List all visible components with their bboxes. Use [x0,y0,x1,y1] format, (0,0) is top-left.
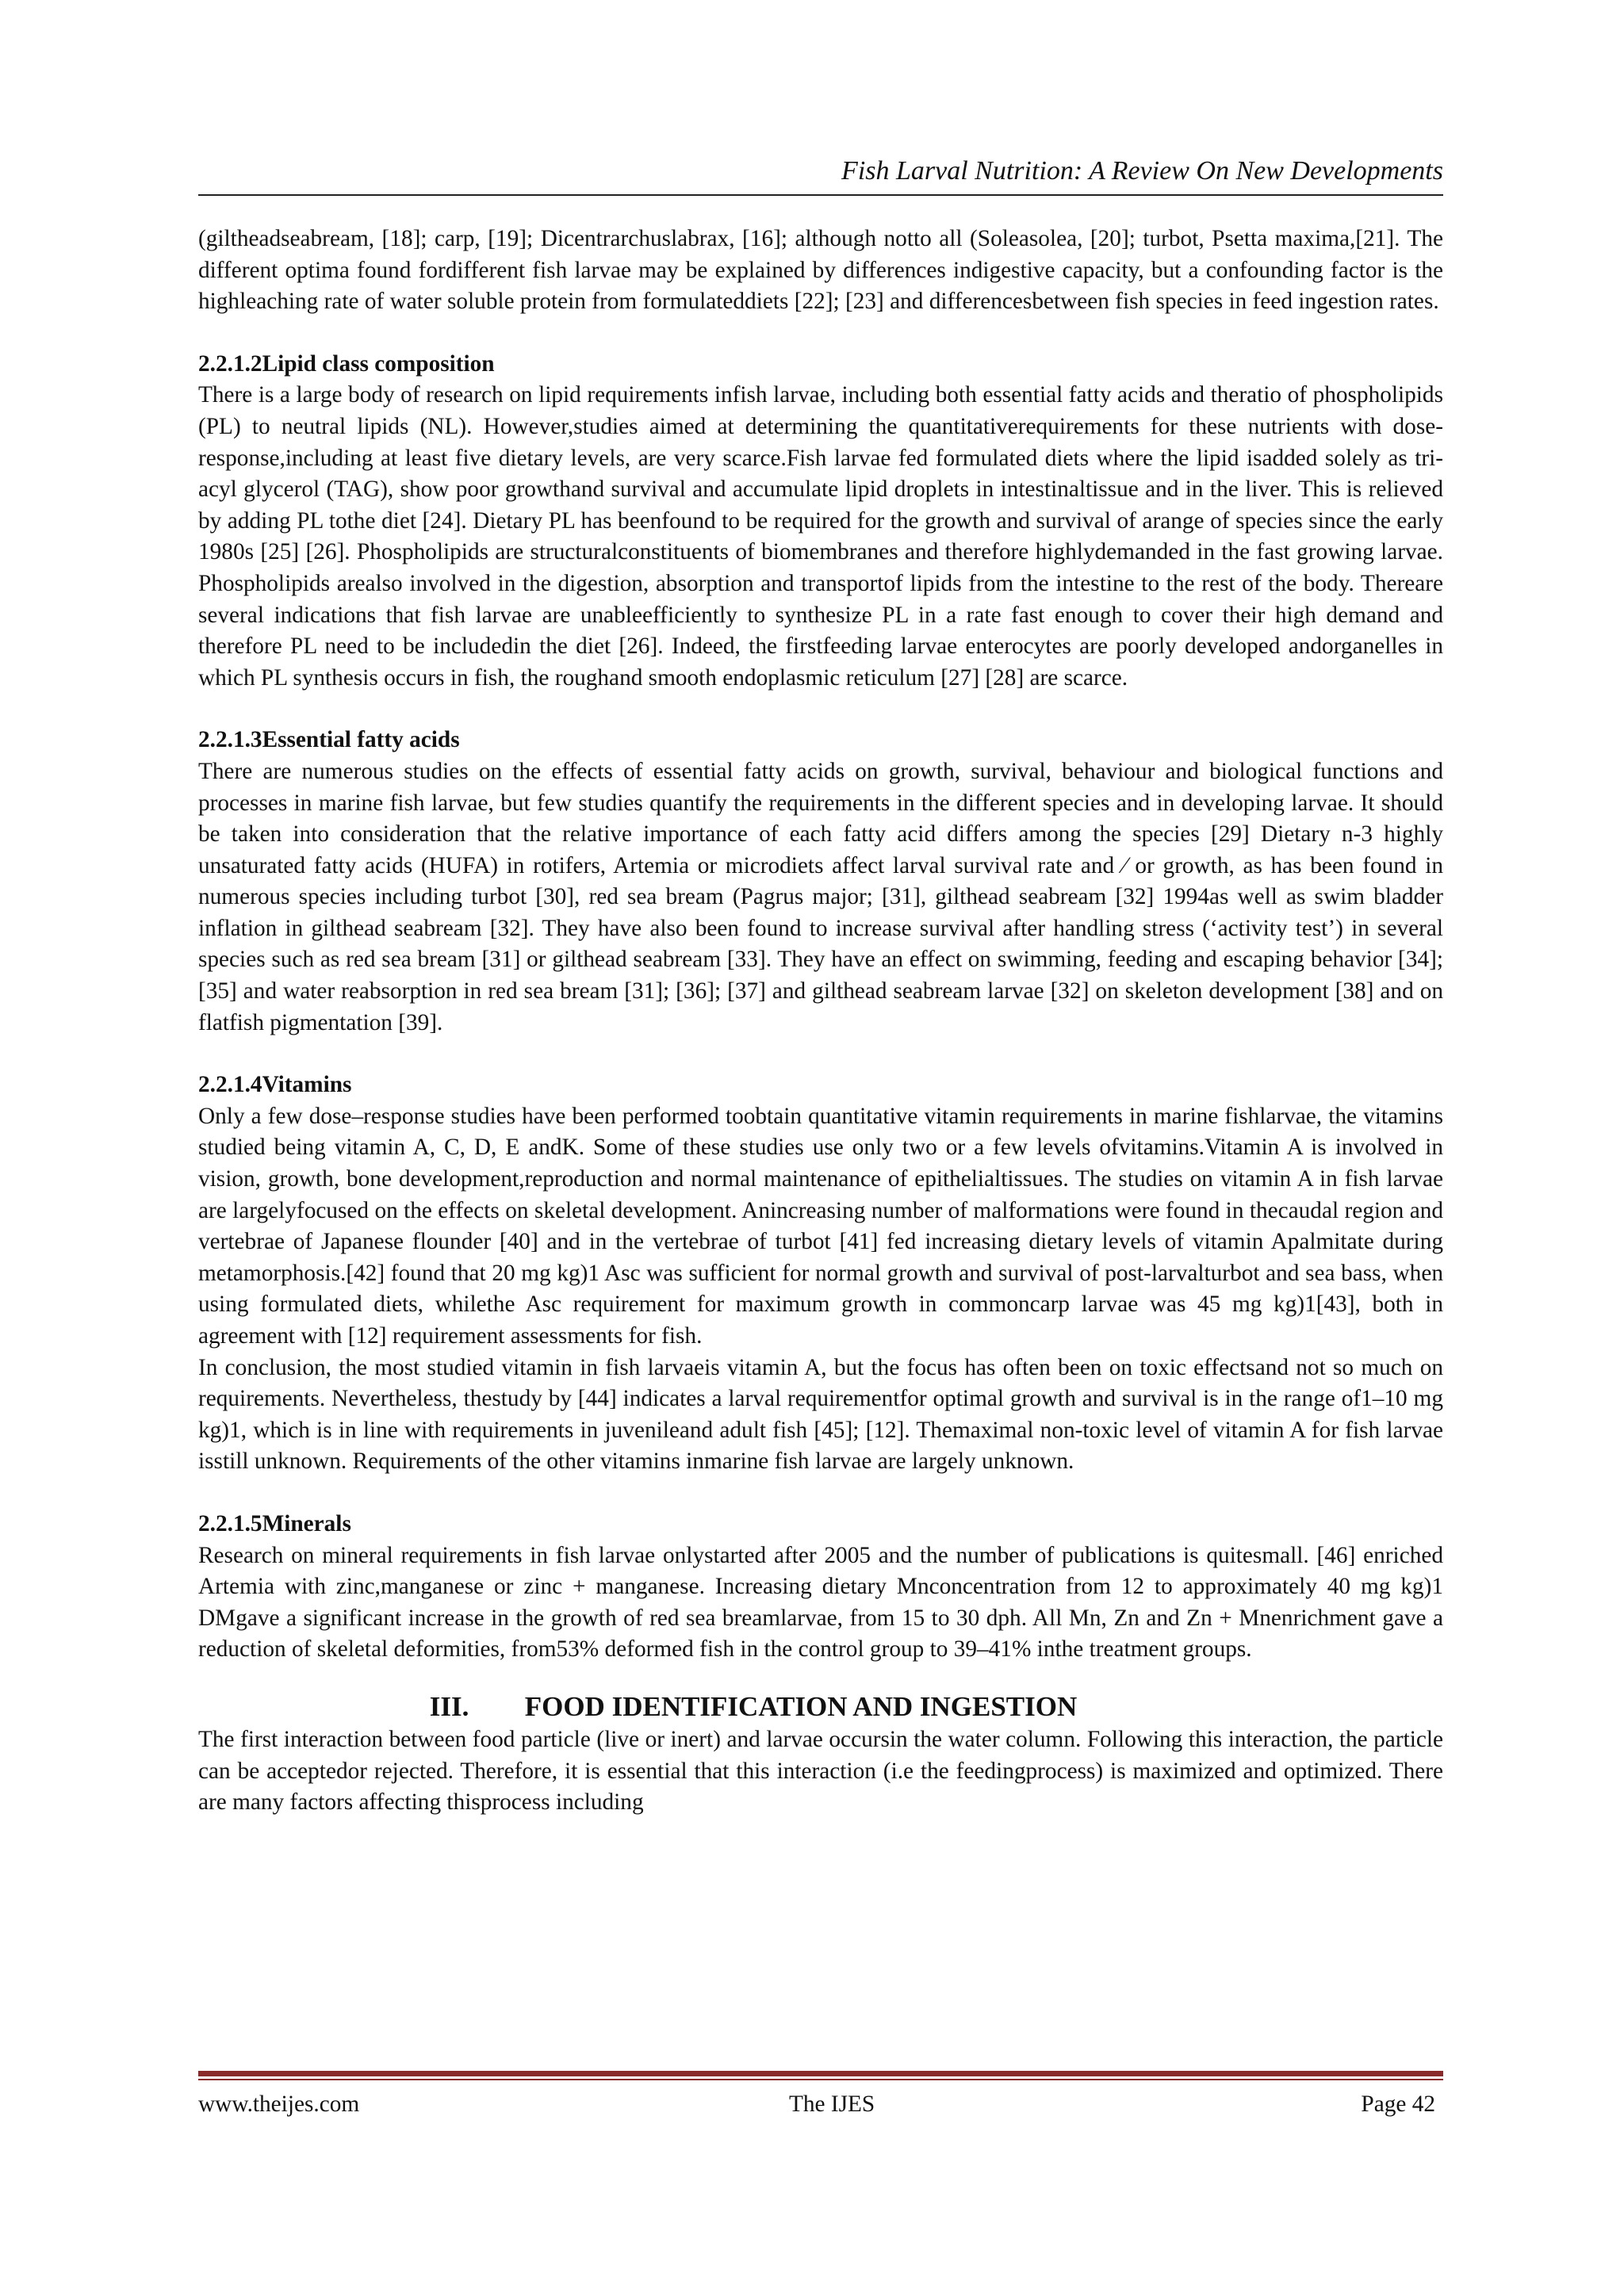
header-divider [198,194,1443,196]
section-number: III. [429,1690,469,1722]
paragraph-vitamins-conclusion: In conclusion, the most studied vitamin in fish larvaeis vitamin A, but the focus has often been on toxic effectsand not so much on requirements. Nevertheless, thestudy by [44] indicates a larval requirementfor optimal growth and survival is in the range of1–10 mg kg)1, which is in line with requirements in juvenileand adult fish [45]; [12]. Themaximal non-toxic level of vitamin A for fish larvae isstill unknown. Requirements of the other vitamins inmarine fish larvae are largely unknown. [198,1354,1443,1475]
intro-paragraph: (giltheadseabream, [18]; carp, [19]; Dicentrarchuslabrax, [16]; although notto all (Soleasolea, [20]; turbot, Psetta maxima,[21]. The different optima found fordifferent fish larvae may be explained by differences indigestive capacity, but a confounding factor is the highleaching rate of water soluble protein from formulateddiets [22]; [23] and differencesbetween fish species in feed ingestion rates. [198,226,1443,315]
section-title [198,1689,1443,1724]
footer-divider-thick [198,2071,1443,2076]
paragraph-food-identification: The first interaction between food particle (live or inert) and larvae occursin the water column. Following this interaction, the particle can be acceptedor rejected. Therefore, it is essential that this interaction (i.e the feedingprocess) is maximized and optimized. There are many factors affecting thisprocess including [198,1726,1443,1816]
paragraph-fatty-acids: There are numerous studies on the effects of essential fatty acids on growth, survival, behaviour and biological functions and processes in marine fish larvae, but few studies quantify the requirements in the different species and in developing larvae. It should be taken into consideration that the relative importance of each fatty acid differs among the species [29] Dietary n-3 highly unsaturated fatty acids (HUFA) in rotifers, Artemia or microdiets affect larval survival rate and ⁄ or growth, as has been found in numerous species including turbot [30], red sea bream (Pagrus major; [31], gilthead seabream [32] 1994as well as swim bladder inflation in gilthead seabream [32]. They have also been found to increase survival after handling stress (‘activity test’) in several species such as red sea bream [31] or gilthead seabream [33]. They have an effect on swimming, feeding and escaping behavior [34]; [35] and water reabsorption in red sea bream [31]; [36]; [37] and gilthead seabream larvae [32] on skeleton development [38] and on flatfish pigmentation [39]. [198,758,1443,1035]
footer-journal-name: The IJES [789,2091,875,2117]
subheading-lipid-class: 2.2.1.2Lipid class composition [198,350,495,377]
paragraph-vitamins: Only a few dose–response studies have been performed toobtain quantitative vitamin requirements in marine fishlarvae, the vitamins studied being vitamin A, C, D, E andK. Some of these studies use only two or a few levels ofvitamins.Vitamin A is involved in vision, growth, bone development,reproduction and normal maintenance of epithelialtissues. The studies on vitamin A in fish larvae are largelyfocused on the effects on skeletal development. Anincreasing number of malformations were found in thecaudal region and vertebrae of Japanese flounder [40] and in the vertebrae of turbot [41] fed increasing dietary levels of vitamin Apalmitate during metamorphosis.[42] found that 20 mg kg)1 Asc was sufficient for normal growth and survival of post-larvalturbot and sea bass, when using formulated diets, whilethe Asc requirement for maximum growth in commoncarp larvae was 45 mg kg)1[43], both in agreement with [12] requirement assessments for fish. [198,1103,1443,1349]
subheading-minerals: 2.2.1.5Minerals [198,1510,351,1536]
subheading-vitamins: 2.2.1.4Vitamins [198,1072,352,1098]
section-title-text: FOOD IDENTIFICATION AND INGESTION [524,1690,1078,1722]
footer-website-link[interactable]: www.theijes.com [198,2091,360,2117]
footer-divider-thin [198,2079,1443,2080]
paper-page [198,0,1443,2296]
running-header: Fish Larval Nutrition: A Review On New Developments [841,156,1443,186]
subheading-fatty-acids: 2.2.1.3Essential fatty acids [198,727,460,753]
article-body [198,224,1443,1819]
footer-page-number: Page 42 [1361,2091,1435,2117]
paragraph-lipid-class: There is a large body of research on lipid requirements infish larvae, including both essential fatty acids and theratio of phospholipids (PL) to neutral lipids (NL). However,studies aimed at determining the quantitativerequirements for these nutrients with dose-response,including at least five dietary levels, are very scarce.Fish larvae fed formulated diets where the lipid isadded solely as tri-acyl glycerol (TAG), show poor growthand survival and accumulate lipid droplets in intestinaltissue and in the liver. This is relieved by adding PL tothe diet [24]. Dietary PL has beenfound to be required for the growth and survival of arange of species since the early 1980s [25] [26]. Phospholipids are structuralconstituents of biomembranes and therefore highlydemanded in the fast growing larvae. Phospholipids arealso involved in the digestion, absorption and transportof lipids from the intestine to the rest of the body. Thereare several indications that fish larvae are unableefficiently to synthesize PL in a rate fast enough to cover their high demand and therefore PL need to be includedin the diet [26]. Indeed, the firstfeeding larvae enterocytes are poorly developed andorganelles in which PL synthesis occurs in fish, the roughand smooth endoplasmic reticulum [27] [28] are scarce. [198,382,1443,691]
paragraph-minerals: Research on mineral requirements in fish larvae onlystarted after 2005 and the number of publications is quitesmall. [46] enriched Artemia with zinc,manganese or zinc + manganese. Increasing dietary Mnconcentration from 12 to approximately 40 mg kg)1 DMgave a significant increase in the growth of red sea breamlarvae, from 15 to 30 dph. All Mn, Zn and Zn + Mnenrichment gave a reduction of skeletal deformities, from53% deformed fish in the control group to 39–41% inthe treatment groups. [198,1542,1443,1663]
